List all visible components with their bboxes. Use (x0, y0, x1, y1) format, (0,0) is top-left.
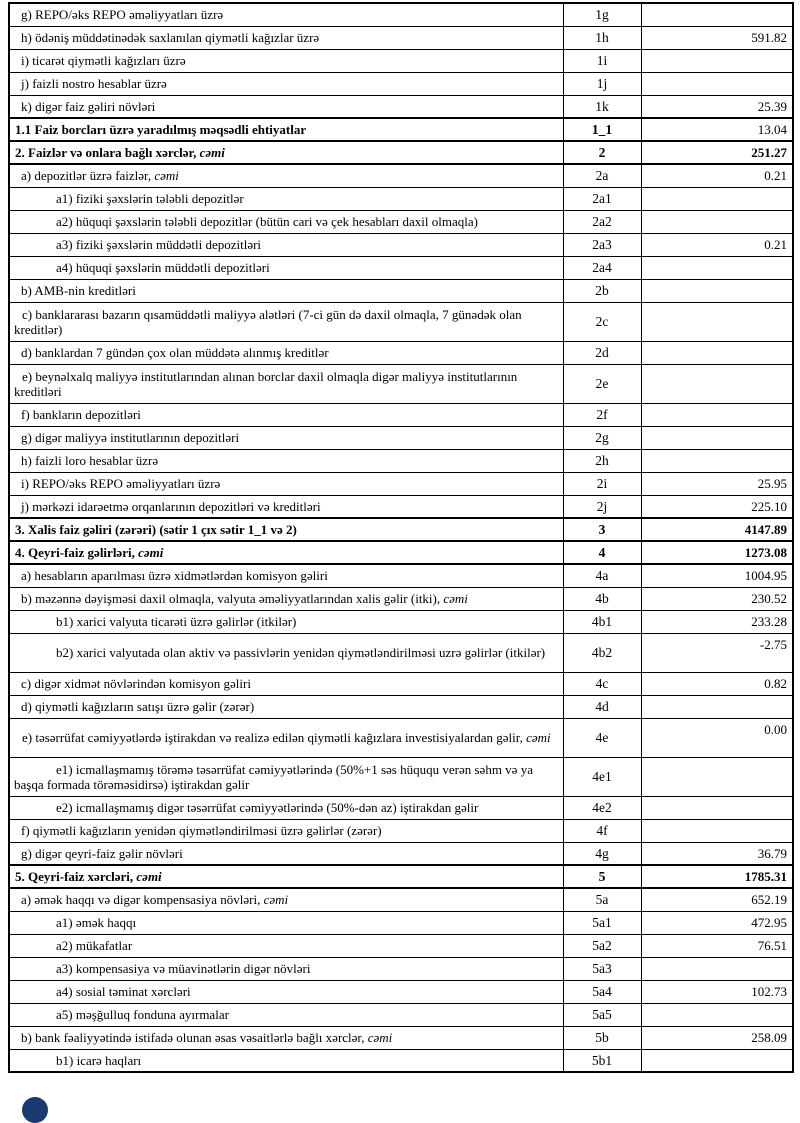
table-row (9, 210, 793, 233)
row-label-cell (9, 934, 563, 957)
row-code: 4b1 (563, 610, 641, 633)
row-label-cell (9, 541, 563, 564)
row-value: 472.95 (641, 911, 793, 934)
row-value: 102.73 (641, 980, 793, 1003)
row-label-cell (9, 256, 563, 279)
row-code: 2f (563, 403, 641, 426)
row-label-cell (9, 210, 563, 233)
table-row (9, 49, 793, 72)
row-code: 2h (563, 449, 641, 472)
row-label: a2) hüquqi şəxslərin tələbli depozitlər (bütün cari və çek hesabları daxil olmaqla) (56, 214, 478, 229)
row-label-cell (9, 911, 563, 934)
row-value: 76.51 (641, 934, 793, 957)
row-code: 5a (563, 888, 641, 911)
row-label-cell (9, 518, 563, 541)
row-label: b) AMB-nin kreditləri (21, 283, 136, 298)
row-code: 5a2 (563, 934, 641, 957)
row-label-suffix: cəmi (154, 168, 179, 184)
row-code: 1j (563, 72, 641, 95)
table-row (9, 633, 793, 672)
row-label: b) bank fəaliyyətində istifadə olunan əsas vəsaitlərlə bağlı xərclər, (21, 1030, 368, 1045)
row-label: e) təsərrüfat cəmiyyətlərdə iştirakdan və realizə edilən qiymətli kağızlara investisiyalardan gəlir, (22, 730, 527, 745)
row-label-cell (9, 1049, 563, 1072)
row-value (641, 341, 793, 364)
row-label: 5. Qeyri-faiz xərcləri, (15, 869, 137, 884)
row-code: 4e (563, 718, 641, 757)
row-value: 591.82 (641, 26, 793, 49)
table-row-section (9, 141, 793, 164)
table-row (9, 1026, 793, 1049)
row-code: 4c (563, 672, 641, 695)
row-label-cell (9, 718, 563, 757)
row-value: 1004.95 (641, 564, 793, 587)
row-label: 3. Xalis faiz gəliri (zərəri) (sətir 1 çıx sətir 1_1 və 2) (15, 522, 297, 537)
table-row (9, 819, 793, 842)
row-value: 1785.31 (641, 865, 793, 888)
row-code: 4a (563, 564, 641, 587)
row-label-cell (9, 279, 563, 302)
row-code: 1i (563, 49, 641, 72)
row-code: 2g (563, 426, 641, 449)
row-label-cell (9, 564, 563, 587)
row-code: 5a3 (563, 957, 641, 980)
row-label: g) digər maliyyə institutlarının depozitləri (21, 430, 240, 445)
row-label: j) faizli nostro hesablar üzrə (21, 76, 167, 91)
row-label-cell (9, 587, 563, 610)
row-value: 0.82 (641, 672, 793, 695)
row-code: 4f (563, 819, 641, 842)
table-row-section (9, 865, 793, 888)
table-row (9, 1049, 793, 1072)
row-label-cell (9, 364, 563, 403)
table-row (9, 888, 793, 911)
row-value (641, 449, 793, 472)
row-code: 5 (563, 865, 641, 888)
row-label-cell (9, 49, 563, 72)
row-value (641, 72, 793, 95)
table-row (9, 302, 793, 341)
row-value: 36.79 (641, 842, 793, 865)
row-label-cell (9, 95, 563, 118)
row-label: i) ticarət qiymətli kağızları üzrə (21, 53, 186, 68)
row-label: b1) icarə haqları (56, 1052, 142, 1068)
row-label-cell (9, 672, 563, 695)
row-value (641, 49, 793, 72)
row-label-cell (9, 842, 563, 865)
table-row (9, 403, 793, 426)
row-label: e) beynəlxalq maliyyə institutlarından alınan borclar daxil olmaqla digər maliyyə institutlarının kreditləri (14, 368, 518, 399)
table-row (9, 564, 793, 587)
table-row (9, 472, 793, 495)
row-label-cell (9, 1026, 563, 1049)
row-label-suffix: cəmi (526, 730, 551, 745)
row-value (641, 819, 793, 842)
row-label: a) depozitlər üzrə faizlər, (21, 168, 155, 184)
row-label-cell (9, 3, 563, 26)
row-label: a5) məşğulluq fonduna ayırmalar (56, 1007, 229, 1022)
row-label: b1) xarici valyuta ticarəti üzrə gəlirlər (itkilər) (56, 614, 297, 629)
row-code: 1k (563, 95, 641, 118)
row-code: 5a1 (563, 911, 641, 934)
row-code: 2a3 (563, 233, 641, 256)
table-row (9, 449, 793, 472)
table-row (9, 957, 793, 980)
row-code: 2a1 (563, 187, 641, 210)
row-value: 251.27 (641, 141, 793, 164)
row-value: 230.52 (641, 587, 793, 610)
table-row (9, 587, 793, 610)
table-row (9, 718, 793, 757)
table-row (9, 256, 793, 279)
row-value (641, 256, 793, 279)
row-code: 2c (563, 302, 641, 341)
row-label: g) REPO/əks REPO əməliyyatları üzrə (21, 7, 224, 23)
row-value (641, 1049, 793, 1072)
row-code: 2b (563, 279, 641, 302)
row-label-cell (9, 796, 563, 819)
table-row (9, 26, 793, 49)
table-row (9, 426, 793, 449)
row-label-cell (9, 472, 563, 495)
row-label-cell (9, 865, 563, 888)
row-code: 1h (563, 26, 641, 49)
row-value: 225.10 (641, 495, 793, 518)
row-label-cell (9, 233, 563, 256)
row-code: 2j (563, 495, 641, 518)
table-row-section (9, 118, 793, 141)
table-row (9, 341, 793, 364)
table-row (9, 364, 793, 403)
row-code: 2a2 (563, 210, 641, 233)
income-statement-table (8, 2, 794, 1073)
row-label: d) banklardan 7 gündən çox olan müddətə alınmış kreditlər (21, 345, 329, 360)
row-label: 4. Qeyri-faiz gəlirləri, (15, 545, 139, 560)
table-row (9, 95, 793, 118)
row-label-suffix: cəmi (136, 869, 162, 884)
row-value (641, 279, 793, 302)
row-label: a) hesabların aparılması üzrə xidmətlərdən komisyon gəliri (21, 568, 328, 584)
row-value (641, 302, 793, 341)
row-code: 1g (563, 3, 641, 26)
row-label: e1) icmallaşmamış törəmə təsərrüfat cəmiyyətlərində (50%+1 səs hüququ verən səhm və ya başqa formada törəməsidirsə) iştirakdan gəlir (14, 761, 533, 792)
table-row-section (9, 518, 793, 541)
row-value: 258.09 (641, 1026, 793, 1049)
row-code: 5a4 (563, 980, 641, 1003)
row-label: h) ödəniş müddətinədək saxlanılan qiymətli kağızlar üzrə (21, 30, 320, 45)
row-label-suffix: cəmi (263, 892, 289, 908)
table-row (9, 164, 793, 187)
row-label: h) faizli loro hesablar üzrə (21, 453, 159, 468)
row-label: g) digər qeyri-faiz gəlir növləri (21, 845, 183, 861)
row-label: f) bankların depozitləri (21, 407, 141, 422)
row-code: 5b (563, 1026, 641, 1049)
row-label: b) məzənnə dəyişməsi daxil olmaqla, valyuta əməliyyatlarından xalis gəlir (itki), (21, 591, 444, 606)
row-label: k) digər faiz gəliri növləri (21, 98, 156, 114)
row-value (641, 364, 793, 403)
row-label: a3) kompensasiya və müavinətlərin digər növləri (56, 961, 311, 976)
row-code: 4d (563, 695, 641, 718)
row-code: 4b (563, 587, 641, 610)
row-code: 4e1 (563, 757, 641, 796)
row-label-cell (9, 164, 563, 187)
row-label-suffix: cəmi (367, 1030, 393, 1045)
row-label-cell (9, 403, 563, 426)
row-label-cell (9, 118, 563, 141)
table-row (9, 842, 793, 865)
row-label: c) banklararası bazarın qısamüddətli maliyyə alətləri (7-ci gün də daxil olmaqla, 7 günədək olan kreditlər) (14, 306, 522, 337)
row-label-cell (9, 426, 563, 449)
row-label-cell (9, 695, 563, 718)
row-value: 4147.89 (641, 518, 793, 541)
circle-logo-icon (22, 1097, 48, 1123)
row-value: -2.75 (641, 633, 793, 672)
row-label-cell (9, 819, 563, 842)
row-label: c) digər xidmət növlərindən komisyon gəliri (21, 676, 251, 691)
row-value (641, 757, 793, 796)
row-value: 233.28 (641, 610, 793, 633)
row-label: a1) əmək haqqı (56, 915, 137, 930)
row-label: a1) fiziki şəxslərin tələbli depozitlər (56, 191, 244, 206)
row-label: 2. Faizlər və onlara bağlı xərclər, (15, 145, 200, 160)
row-code: 2e (563, 364, 641, 403)
row-value: 25.39 (641, 95, 793, 118)
table-row (9, 980, 793, 1003)
row-label: b2) xarici valyutada olan aktiv və passivlərin yenidən qiymətləndirilməsi uzrə gəlirlər (itkilər) (56, 645, 546, 660)
row-label-cell (9, 187, 563, 210)
table-row (9, 279, 793, 302)
row-label-cell (9, 341, 563, 364)
row-label: a3) fiziki şəxslərin müddətli depozitləri (56, 237, 262, 252)
row-label: a4) hüquqi şəxslərin müddətli depozitləri (56, 260, 270, 275)
row-value (641, 1003, 793, 1026)
table-row (9, 757, 793, 796)
table-row-section (9, 541, 793, 564)
row-label-cell (9, 449, 563, 472)
row-code: 4g (563, 842, 641, 865)
row-label: f) qiymətli kağızların yenidən qiymətləndirilməsi üzrə gəlirlər (zərər) (21, 823, 382, 838)
row-label: a) əmək haqqı və digər kompensasiya növləri, (21, 892, 264, 908)
row-value (641, 210, 793, 233)
row-code: 3 (563, 518, 641, 541)
row-value (641, 957, 793, 980)
row-label: a2) mükafatlar (56, 938, 133, 953)
row-value: 1273.08 (641, 541, 793, 564)
row-label-cell (9, 302, 563, 341)
row-label-cell (9, 888, 563, 911)
table-row (9, 72, 793, 95)
row-label-cell (9, 980, 563, 1003)
row-code: 4 (563, 541, 641, 564)
row-code: 2a4 (563, 256, 641, 279)
row-label-cell (9, 957, 563, 980)
row-code: 5a5 (563, 1003, 641, 1026)
row-value: 0.21 (641, 164, 793, 187)
row-label-cell (9, 495, 563, 518)
row-value (641, 695, 793, 718)
row-label: a4) sosial təminat xərcləri (56, 984, 191, 999)
table-row (9, 934, 793, 957)
row-label-cell (9, 72, 563, 95)
row-value (641, 796, 793, 819)
row-label: i) REPO/əks REPO əməliyyatları üzrə (21, 476, 221, 491)
row-value (641, 187, 793, 210)
table-row (9, 695, 793, 718)
table-row (9, 911, 793, 934)
row-code: 5b1 (563, 1049, 641, 1072)
table-row (9, 3, 793, 26)
row-code: 2a (563, 164, 641, 187)
row-value: 25.95 (641, 472, 793, 495)
row-label: d) qiymətli kağızların satışı üzrə gəlir (zərər) (21, 699, 255, 714)
row-code: 1_1 (563, 118, 641, 141)
row-label-suffix: cəmi (443, 591, 468, 606)
row-value: 13.04 (641, 118, 793, 141)
row-value: 0.21 (641, 233, 793, 256)
table-row (9, 796, 793, 819)
row-code: 2d (563, 341, 641, 364)
row-label-cell (9, 610, 563, 633)
table-row (9, 610, 793, 633)
row-value (641, 3, 793, 26)
row-value (641, 426, 793, 449)
row-label-cell (9, 1003, 563, 1026)
row-value: 0.00 (641, 718, 793, 757)
row-label-cell (9, 757, 563, 796)
row-label-cell (9, 633, 563, 672)
table-row (9, 233, 793, 256)
row-code: 2i (563, 472, 641, 495)
row-code: 4b2 (563, 633, 641, 672)
row-code: 4e2 (563, 796, 641, 819)
row-code: 2 (563, 141, 641, 164)
row-label: j) mərkəzi idarəetmə orqanlarının depozitləri və kreditləri (21, 498, 321, 514)
table-row (9, 672, 793, 695)
row-value (641, 403, 793, 426)
row-label: e2) icmallaşmamış digər təsərrüfat cəmiyyətlərində (50%-dən az) iştirakdan gəlir (56, 800, 479, 815)
table-row (9, 1003, 793, 1026)
row-label: 1.1 Faiz borcları üzrə yaradılmış məqsədli ehtiyatlar (15, 122, 307, 137)
table-row (9, 187, 793, 210)
row-label-suffix: cəmi (138, 545, 164, 560)
table-row (9, 495, 793, 518)
row-label-suffix: cəmi (199, 145, 225, 160)
row-label-cell (9, 141, 563, 164)
row-value: 652.19 (641, 888, 793, 911)
row-label-cell (9, 26, 563, 49)
